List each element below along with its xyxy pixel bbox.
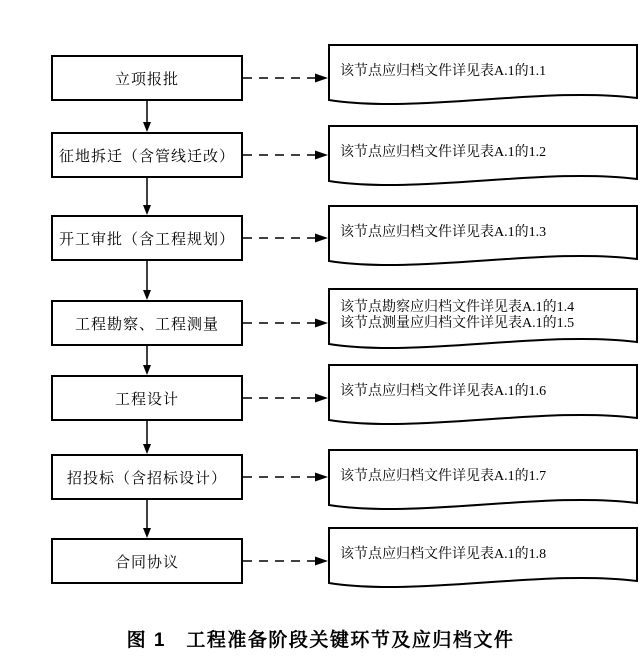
document-note-4 <box>328 288 638 360</box>
process-box-label: 开工审批（含工程规划） <box>58 231 235 248</box>
dashed-arrow-icon <box>243 232 328 244</box>
document-note-text <box>340 288 632 344</box>
document-note-5 <box>328 364 638 436</box>
document-note-line: 该节点勘察应归档文件详见表A.1的1.4 <box>340 299 575 315</box>
document-note-line: 该节点应归档文件详见表A.1的1.1 <box>340 63 547 79</box>
document-note-line: 该节点应归档文件详见表A.1的1.7 <box>340 468 547 484</box>
dashed-arrow-icon <box>243 392 328 404</box>
process-box-land-acquisition <box>51 132 243 178</box>
document-note-text <box>340 125 632 181</box>
document-note-text <box>340 527 632 583</box>
process-box-label: 立项报批 <box>114 71 179 88</box>
process-box-construction-approval <box>51 215 243 261</box>
document-note-line: 该节点应归档文件详见表A.1的1.8 <box>340 546 547 562</box>
down-arrow-icon <box>140 261 154 300</box>
down-arrow-icon <box>140 421 154 454</box>
dashed-arrow-icon <box>243 317 328 329</box>
document-note-text <box>340 44 632 100</box>
dashed-arrow-icon <box>243 555 328 567</box>
document-note-text <box>340 205 632 261</box>
document-note-line: 该节点应归档文件详见表A.1的1.6 <box>340 383 547 399</box>
document-note-2 <box>328 125 638 197</box>
process-box-label: 工程设计 <box>114 391 179 408</box>
document-note-line: 该节点应归档文件详见表A.1的1.2 <box>340 144 547 160</box>
dashed-arrow-icon <box>243 471 328 483</box>
document-note-line: 该节点测量应归档文件详见表A.1的1.5 <box>340 316 575 331</box>
down-arrow-icon <box>140 500 154 538</box>
process-box-label: 工程勘察、工程测量 <box>74 316 219 333</box>
document-note-3 <box>328 205 638 277</box>
down-arrow-icon <box>140 346 154 375</box>
document-note-7 <box>328 527 638 599</box>
figure-caption: 图 1 工程准备阶段关键环节及应归档文件 <box>126 630 515 651</box>
process-box-label: 合同协议 <box>114 554 179 571</box>
process-box-label: 招投标（含招标设计） <box>66 470 227 487</box>
document-note-line: 该节点应归档文件详见表A.1的1.3 <box>340 224 547 240</box>
dashed-arrow-icon <box>243 72 328 84</box>
process-box-survey-measurement <box>51 300 243 346</box>
down-arrow-icon <box>140 178 154 215</box>
process-box-engineering-design <box>51 375 243 421</box>
process-box-label: 征地拆迁（含管线迁改） <box>58 148 235 165</box>
process-box-bidding <box>51 454 243 500</box>
process-box-contract-agreement <box>51 538 243 584</box>
down-arrow-icon <box>140 101 154 132</box>
document-note-text <box>340 364 632 420</box>
document-note-6 <box>328 449 638 521</box>
process-box-project-approval <box>51 55 243 101</box>
document-note-text <box>340 449 632 505</box>
document-note-1 <box>328 44 638 116</box>
dashed-arrow-icon <box>243 149 328 161</box>
